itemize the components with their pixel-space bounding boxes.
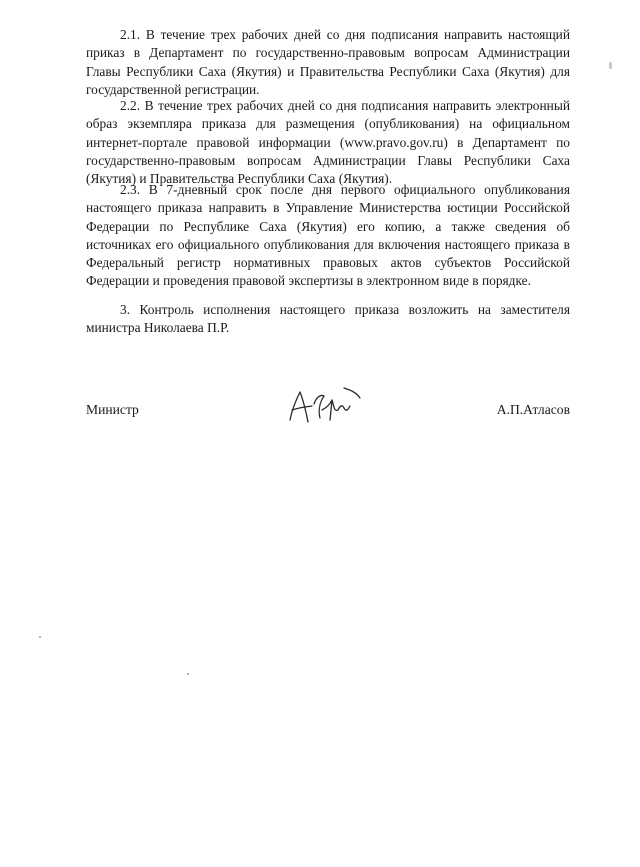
paragraph-2-2: 2.2. В течение трех рабочих дней со дня подписания направить электронный образ экземпляра приказа для размещения (опубликования) на официальном интернет-портале правовой информации (www.pravo.gov.ru) в Департамент по государственно-правовым вопросам Администрации Главы Республики Саха (Якутия) и Правительства Республики Саха (Якутия). xyxy=(86,98,570,187)
signatory-position: Министр xyxy=(86,402,139,417)
scan-speck xyxy=(39,636,41,638)
paragraph-2-3: 2.3. В 7-дневный срок после дня первого официального опубликования настоящего приказа направить в Управление Министерства юстиции Российской Федерации по Республике Саха (Якутия) его копию, а также сведения об источниках его официального опубликования для включения настоящего приказа в Федеральный регистр нормативных правовых актов субъектов Российской Федерации и проведения правовой экспертизы в электронном виде в порядке. xyxy=(86,182,570,289)
scan-mark xyxy=(609,62,612,69)
scan-speck xyxy=(187,673,189,675)
signatory-name: А.П.Атласов xyxy=(496,402,570,417)
paragraph-3: 3. Контроль исполнения настоящего приказа возложить на заместителя министра Николаева П.Р. xyxy=(86,302,570,336)
handwritten-signature xyxy=(280,380,370,430)
paragraph-2-1: 2.1. В течение трех рабочих дней со дня подписания направить настоящий приказ в Департамент по государственно-правовым вопросам Администрации Главы Республики Саха (Якутия) и Правительства Республики Саха (Якутия) для государственной регистрации. xyxy=(86,27,570,97)
